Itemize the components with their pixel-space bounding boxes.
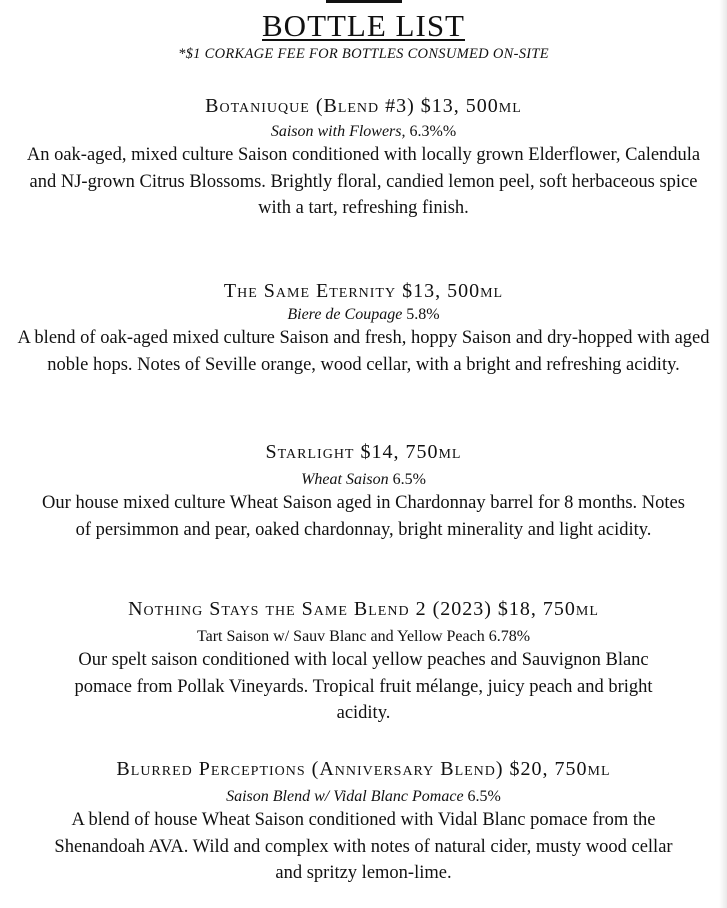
bottle-style: [0, 787, 727, 807]
bottle-description: Our spelt saison conditioned with local yellow peaches and Sauvignon Blanc pomace from Pollak Vineyards. Tropical fruit mélange, juicy peach and bright acidity.: [74, 650, 653, 723]
bottle-description: A blend of oak-aged mixed culture Saison and fresh, hoppy Saison and dry-hopped with aged noble hops. Notes of Seville orange, wood cellar, with a bright and refreshing acidity.: [17, 328, 710, 375]
bottle-abv: 6.3%%: [405, 123, 457, 140]
bottle-description: Our house mixed culture Wheat Saison aged in Chardonnay barrel for 8 months. Notes of persimmon and pear, oaked chardonnay, bright minerality and light acidity.: [42, 493, 685, 540]
bottle-entry: [0, 279, 727, 378]
corkage-note: *$1 CORKAGE FEE FOR BOTTLES CONSUMED ON-SITE: [178, 46, 549, 62]
bottle-style-text: Saison with Flowers,: [270, 123, 406, 140]
bottle-style-text: Biere de Coupage: [287, 306, 403, 323]
bottle-description: A blend of house Wheat Saison conditioned with Vidal Blanc pomace from the Shenandoah AVA. Wild and complex with notes of natural cider, musty wood cellar and spritzy lemon-lime.: [54, 810, 673, 883]
bottle-abv: 6.78%: [484, 628, 531, 645]
bottle-style: [0, 470, 727, 490]
bottle-name: Nothing Stays the Same Blend 2 (2023) $18, 750ml: [128, 598, 599, 620]
top-divider: [326, 0, 402, 3]
bottle-abv: 5.8%: [402, 306, 440, 323]
bottle-abv: 6.5%: [388, 471, 426, 488]
bottle-style-text: Saison Blend w/ Vidal Blanc Pomace: [226, 788, 464, 805]
bottle-entry: [0, 597, 727, 727]
bottle-abv: 6.5%: [463, 788, 501, 805]
bottle-entry: [0, 757, 727, 887]
bottle-name: The Same Eternity $13, 500ml: [223, 280, 504, 302]
page-title: BOTTLE LIST: [262, 8, 465, 43]
bottle-description: An oak-aged, mixed culture Saison conditioned with locally grown Elderflower, Calendula and NJ-grown Citrus Blossoms. Brightly floral, candied lemon peel, soft herbaceous spice with a tart, refreshing finish.: [26, 145, 701, 218]
bottle-name: Starlight $14, 750ml: [265, 441, 462, 463]
bottle-style: [0, 122, 727, 142]
bottle-entry: [0, 440, 727, 543]
bottle-name: Blurred Perceptions (Anniversary Blend) $20, 750ml: [116, 758, 611, 780]
bottle-style: [0, 627, 727, 647]
bottle-entry: [0, 94, 727, 222]
bottle-style: [0, 305, 727, 325]
bottle-name: Botaniuque (Blend #3) $13, 500ml: [205, 95, 522, 117]
bottle-style-text: Tart Saison w/ Sauv Blanc and Yellow Peach: [196, 628, 485, 645]
bottle-style-text: Wheat Saison: [301, 471, 389, 488]
